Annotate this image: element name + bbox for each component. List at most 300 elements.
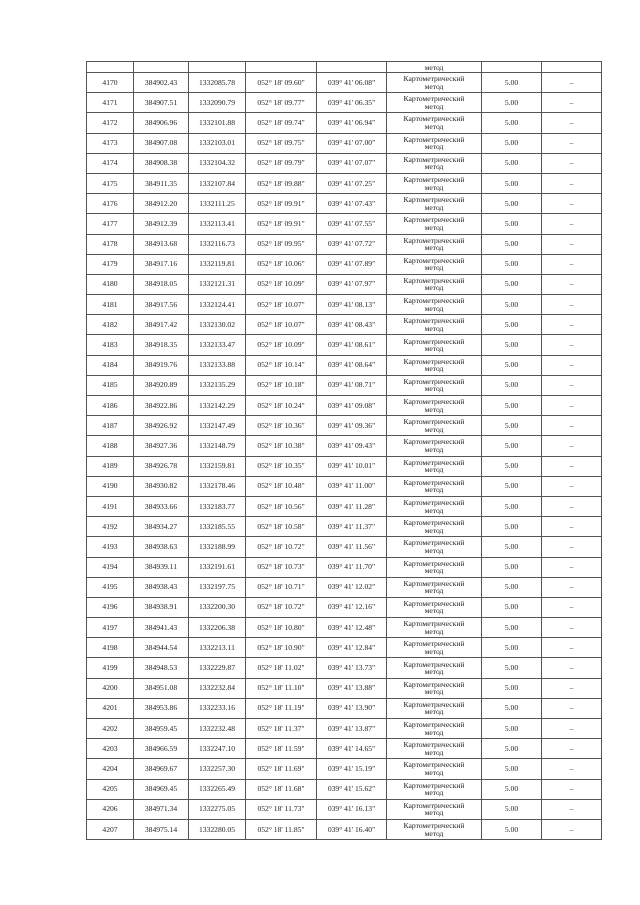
cell-longitude: 039° 41' 07.97" — [317, 274, 387, 294]
cell-accuracy: 5.00 — [482, 133, 542, 153]
method-line-2: метод — [424, 323, 444, 333]
method-line-2: метод — [424, 384, 444, 394]
cell-accuracy: 5.00 — [482, 618, 542, 638]
method-line-1: Картометрический — [403, 699, 465, 709]
cell-longitude: 039° 41' 08.13" — [317, 295, 387, 315]
coordinates-table — [86, 61, 602, 840]
cell-longitude: 039° 41' 08.43" — [317, 315, 387, 335]
cell-method — [387, 517, 482, 537]
cell-extra: – — [542, 194, 602, 214]
table-row — [87, 537, 602, 557]
cell-longitude: 039° 41' 08.61" — [317, 335, 387, 355]
cell-y-coordinate: 1332101.88 — [189, 113, 246, 133]
cell-point-number: 4193 — [87, 537, 134, 557]
cell-y-coordinate: 1332090.79 — [189, 93, 246, 113]
method-line-1: Картометрический — [403, 316, 465, 326]
cell-x-coordinate: 384948.53 — [134, 658, 189, 678]
method-line-2: метод — [424, 586, 444, 596]
cell-x-coordinate: 384917.56 — [134, 295, 189, 315]
cell-y-coordinate: 1332107.84 — [189, 173, 246, 193]
cell-x-coordinate: 384919.76 — [134, 355, 189, 375]
cell-x-coordinate: 384934.27 — [134, 517, 189, 537]
table-row — [87, 577, 602, 597]
cell-accuracy: 5.00 — [482, 375, 542, 395]
cell-latitude: 052° 18' 09.79" — [246, 153, 317, 173]
cell-latitude: 052° 18' 09.91" — [246, 194, 317, 214]
cell-extra: – — [542, 496, 602, 516]
cell-point-number: 4200 — [87, 678, 134, 698]
table-row — [87, 658, 602, 678]
method-line-1: Картометрический — [403, 175, 465, 185]
cell-latitude: 052° 18' 10.06" — [246, 254, 317, 274]
cell-accuracy: 5.00 — [482, 698, 542, 718]
cell-extra: – — [542, 113, 602, 133]
cell-point-number: 4188 — [87, 436, 134, 456]
table-row — [87, 194, 602, 214]
cell-method — [387, 678, 482, 698]
cell-longitude: 039° 41' 07.89" — [317, 254, 387, 274]
cell-latitude: 052° 18' 11.10" — [246, 678, 317, 698]
cell-latitude: 052° 18' 10.90" — [246, 638, 317, 658]
cell-latitude: 052° 18' 09.74" — [246, 113, 317, 133]
method-line-1: Картометрический — [403, 740, 465, 750]
cell-accuracy: 5.00 — [482, 597, 542, 617]
cell-extra: – — [542, 295, 602, 315]
method-line-2: метод — [424, 283, 444, 293]
cell-accuracy: 5.00 — [482, 274, 542, 294]
cell-point-number: 4187 — [87, 416, 134, 436]
cell-method — [387, 819, 482, 839]
cell-extra: – — [542, 779, 602, 799]
cell-x-coordinate: 384951.08 — [134, 678, 189, 698]
cell-y-coordinate: 1332232.84 — [189, 678, 246, 698]
cell-x-coordinate: 384908.38 — [134, 153, 189, 173]
cell-point-number: 4175 — [87, 173, 134, 193]
cell-point-number: 4205 — [87, 779, 134, 799]
cell-longitude: 039° 41' 08.64" — [317, 355, 387, 375]
cell-accuracy: 5.00 — [482, 577, 542, 597]
cell-y-coordinate: 1332197.75 — [189, 577, 246, 597]
cell-accuracy: 5.00 — [482, 173, 542, 193]
cell-extra: – — [542, 476, 602, 496]
cell-longitude: 039° 41' 06.35" — [317, 93, 387, 113]
table-row — [87, 698, 602, 718]
cell-longitude: 039° 41' 06.94" — [317, 113, 387, 133]
method-line-1: Картометрический — [403, 619, 465, 629]
cell-longitude: 039° 41' 06.08" — [317, 73, 387, 93]
table-row — [87, 779, 602, 799]
method-line-1: Картометрический — [403, 639, 465, 649]
table-row — [87, 436, 602, 456]
cell-accuracy: 5.00 — [482, 295, 542, 315]
cell-method — [387, 739, 482, 759]
table-row — [87, 638, 602, 658]
cell-longitude: 039° 41' 10.01" — [317, 456, 387, 476]
cell-longitude: 039° 41' 13.90" — [317, 698, 387, 718]
cell-longitude: 039° 41' 12.84" — [317, 638, 387, 658]
method-line-1: Картометрический — [403, 195, 465, 205]
cell-latitude: 052° 18' 09.75" — [246, 133, 317, 153]
cell-y-coordinate: 1332229.87 — [189, 658, 246, 678]
cell-accuracy: 5.00 — [482, 557, 542, 577]
cell-point-number: 4185 — [87, 375, 134, 395]
method-line-1: Картометрический — [403, 457, 465, 467]
cell-latitude: 052° 18' 11.59" — [246, 739, 317, 759]
cell-accuracy: 5.00 — [482, 335, 542, 355]
cell-method — [387, 254, 482, 274]
method-line-1: Картометрический — [403, 74, 465, 84]
table-row — [87, 93, 602, 113]
cell-method — [387, 315, 482, 335]
cell-method — [387, 799, 482, 819]
method-line-2: метод — [424, 182, 444, 192]
method-line-1: Картометрический — [403, 356, 465, 366]
cell-longitude: 039° 41' 13.87" — [317, 719, 387, 739]
cell-method — [387, 234, 482, 254]
cell-x-coordinate: 384933.66 — [134, 496, 189, 516]
cell-latitude: 052° 18' 10.38" — [246, 436, 317, 456]
cell-x-coordinate: 384920.89 — [134, 375, 189, 395]
cell-extra: – — [542, 436, 602, 456]
cell-accuracy: 5.00 — [482, 355, 542, 375]
cell-x-coordinate: 384927.36 — [134, 436, 189, 456]
method-line-2: метод — [424, 364, 444, 374]
cell-y-coordinate: 1332121.31 — [189, 274, 246, 294]
cell-method — [387, 375, 482, 395]
cell-y-coordinate: 1332178.46 — [189, 476, 246, 496]
cell-extra: – — [542, 335, 602, 355]
cont-cell-accuracy — [482, 62, 542, 73]
cell-point-number: 4203 — [87, 739, 134, 759]
cell-point-number: 4177 — [87, 214, 134, 234]
cell-latitude: 052° 18' 10.80" — [246, 618, 317, 638]
cell-method — [387, 436, 482, 456]
cell-accuracy: 5.00 — [482, 719, 542, 739]
table-row — [87, 375, 602, 395]
cell-x-coordinate: 384944.54 — [134, 638, 189, 658]
cell-accuracy: 5.00 — [482, 315, 542, 335]
cell-extra: – — [542, 355, 602, 375]
cell-y-coordinate: 1332142.29 — [189, 396, 246, 416]
cell-method — [387, 698, 482, 718]
cell-longitude: 039° 41' 12.48" — [317, 618, 387, 638]
table-row — [87, 315, 602, 335]
cell-method — [387, 416, 482, 436]
cell-y-coordinate: 1332119.81 — [189, 254, 246, 274]
cell-point-number: 4174 — [87, 153, 134, 173]
cell-accuracy: 5.00 — [482, 678, 542, 698]
cell-extra: – — [542, 214, 602, 234]
method-line-2: метод — [424, 747, 444, 757]
cell-latitude: 052° 18' 09.88" — [246, 173, 317, 193]
cell-x-coordinate: 384938.43 — [134, 577, 189, 597]
cell-longitude: 039° 41' 13.73" — [317, 658, 387, 678]
cell-y-coordinate: 1332206.38 — [189, 618, 246, 638]
cell-point-number: 4179 — [87, 254, 134, 274]
cell-latitude: 052° 18' 10.72" — [246, 537, 317, 557]
method-line-1: Картометрический — [403, 134, 465, 144]
cell-y-coordinate: 1332133.88 — [189, 355, 246, 375]
cell-extra: – — [542, 618, 602, 638]
cell-accuracy: 5.00 — [482, 436, 542, 456]
cell-point-number: 4178 — [87, 234, 134, 254]
cell-method — [387, 456, 482, 476]
cell-extra: – — [542, 557, 602, 577]
method-line-1: Картометрический — [403, 437, 465, 447]
table-row — [87, 759, 602, 779]
table-row — [87, 819, 602, 839]
cell-latitude: 052° 18' 11.37" — [246, 719, 317, 739]
cont-cell-method: метод — [387, 62, 482, 73]
cell-method — [387, 295, 482, 315]
cell-longitude: 039° 41' 07.25" — [317, 173, 387, 193]
cell-longitude: 039° 41' 16.40" — [317, 819, 387, 839]
cell-latitude: 052° 18' 10.09" — [246, 335, 317, 355]
cell-latitude: 052° 18' 11.19" — [246, 698, 317, 718]
cell-latitude: 052° 18' 09.77" — [246, 93, 317, 113]
continuation-row — [87, 62, 602, 73]
method-line-2: метод — [424, 121, 444, 131]
cell-y-coordinate: 1332213.11 — [189, 638, 246, 658]
method-line-1: Картометрический — [403, 154, 465, 164]
cell-point-number: 4184 — [87, 355, 134, 375]
cont-cell-lat — [246, 62, 317, 73]
cell-point-number: 4195 — [87, 577, 134, 597]
cell-extra: – — [542, 719, 602, 739]
cont-cell-number — [87, 62, 134, 73]
cell-y-coordinate: 1332247.10 — [189, 739, 246, 759]
cell-accuracy: 5.00 — [482, 537, 542, 557]
cell-point-number: 4189 — [87, 456, 134, 476]
cell-extra: – — [542, 375, 602, 395]
cell-point-number: 4170 — [87, 73, 134, 93]
cell-longitude: 039° 41' 11.00" — [317, 476, 387, 496]
cell-y-coordinate: 1332159.81 — [189, 456, 246, 476]
cell-point-number: 4207 — [87, 819, 134, 839]
cell-x-coordinate: 384938.91 — [134, 597, 189, 617]
cell-point-number: 4172 — [87, 113, 134, 133]
cell-method — [387, 274, 482, 294]
cell-method — [387, 133, 482, 153]
cell-extra: – — [542, 456, 602, 476]
cell-x-coordinate: 384969.67 — [134, 759, 189, 779]
cell-extra: – — [542, 759, 602, 779]
cell-method — [387, 658, 482, 678]
cell-point-number: 4183 — [87, 335, 134, 355]
table-row — [87, 496, 602, 516]
method-line-1: Картометрический — [403, 417, 465, 427]
cell-x-coordinate: 384902.43 — [134, 73, 189, 93]
method-line-2: метод — [424, 767, 444, 777]
cell-method — [387, 618, 482, 638]
cell-extra: – — [542, 133, 602, 153]
cell-latitude: 052° 18' 10.56" — [246, 496, 317, 516]
method-line-1: Картометрический — [403, 477, 465, 487]
cell-y-coordinate: 1332265.49 — [189, 779, 246, 799]
cell-y-coordinate: 1332183.77 — [189, 496, 246, 516]
table-row — [87, 799, 602, 819]
cell-method — [387, 73, 482, 93]
cell-latitude: 052° 18' 10.73" — [246, 557, 317, 577]
cell-extra: – — [542, 597, 602, 617]
cell-point-number: 4192 — [87, 517, 134, 537]
table-row — [87, 739, 602, 759]
table-row — [87, 355, 602, 375]
cell-extra: – — [542, 315, 602, 335]
cell-longitude: 039° 41' 07.55" — [317, 214, 387, 234]
method-line-2: метод — [424, 545, 444, 555]
cell-extra: – — [542, 274, 602, 294]
cell-y-coordinate: 1332275.05 — [189, 799, 246, 819]
cell-latitude: 052° 18' 11.02" — [246, 658, 317, 678]
cell-latitude: 052° 18' 09.95" — [246, 234, 317, 254]
cell-accuracy: 5.00 — [482, 93, 542, 113]
method-line-2: метод — [424, 162, 444, 172]
cell-accuracy: 5.00 — [482, 779, 542, 799]
cell-accuracy: 5.00 — [482, 819, 542, 839]
table-row — [87, 678, 602, 698]
cell-x-coordinate: 384926.78 — [134, 456, 189, 476]
table-row — [87, 557, 602, 577]
cell-longitude: 039° 41' 14.65" — [317, 739, 387, 759]
cell-latitude: 052° 18' 11.73" — [246, 799, 317, 819]
table-row — [87, 214, 602, 234]
cell-method — [387, 597, 482, 617]
method-line-2: метод — [424, 142, 444, 152]
cell-longitude: 039° 41' 09.43" — [317, 436, 387, 456]
method-line-1: Картометрический — [403, 518, 465, 528]
cont-cell-y — [189, 62, 246, 73]
cell-x-coordinate: 384912.39 — [134, 214, 189, 234]
cont-cell-extra — [542, 62, 602, 73]
cell-accuracy: 5.00 — [482, 456, 542, 476]
cont-cell-x — [134, 62, 189, 73]
method-line-1: Картометрический — [403, 397, 465, 407]
cell-method — [387, 194, 482, 214]
cell-x-coordinate: 384917.42 — [134, 315, 189, 335]
method-line-1: Картометрический — [403, 780, 465, 790]
cell-y-coordinate: 1332111.25 — [189, 194, 246, 214]
cell-point-number: 4176 — [87, 194, 134, 214]
cell-latitude: 052° 18' 10.24" — [246, 396, 317, 416]
cell-y-coordinate: 1332103.01 — [189, 133, 246, 153]
cell-latitude: 052° 18' 10.58" — [246, 517, 317, 537]
method-line-2: метод — [424, 788, 444, 798]
cell-y-coordinate: 1332148.79 — [189, 436, 246, 456]
method-line-1: Картометрический — [403, 578, 465, 588]
cell-point-number: 4171 — [87, 93, 134, 113]
cell-accuracy: 5.00 — [482, 759, 542, 779]
cell-longitude: 039° 41' 07.43" — [317, 194, 387, 214]
cell-accuracy: 5.00 — [482, 254, 542, 274]
cell-y-coordinate: 1332104.32 — [189, 153, 246, 173]
cell-method — [387, 396, 482, 416]
method-line-2: метод — [424, 687, 444, 697]
table-row — [87, 113, 602, 133]
cell-extra: – — [542, 739, 602, 759]
method-line-2: метод — [424, 81, 444, 91]
method-line-2: метод — [424, 424, 444, 434]
cell-latitude: 052° 18' 11.68" — [246, 779, 317, 799]
cell-extra: – — [542, 234, 602, 254]
cell-method — [387, 638, 482, 658]
cell-accuracy: 5.00 — [482, 658, 542, 678]
cell-longitude: 039° 41' 15.62" — [317, 779, 387, 799]
cell-point-number: 4196 — [87, 597, 134, 617]
cell-method — [387, 557, 482, 577]
cell-latitude: 052° 18' 09.91" — [246, 214, 317, 234]
cell-y-coordinate: 1332133.47 — [189, 335, 246, 355]
table-body — [87, 62, 602, 840]
cell-point-number: 4182 — [87, 315, 134, 335]
cell-y-coordinate: 1332147.49 — [189, 416, 246, 436]
method-line-2: метод — [424, 606, 444, 616]
method-line-1: Картометрический — [403, 215, 465, 225]
cell-x-coordinate: 384941.43 — [134, 618, 189, 638]
cell-extra: – — [542, 153, 602, 173]
cell-x-coordinate: 384907.51 — [134, 93, 189, 113]
cell-latitude: 052° 18' 10.09" — [246, 274, 317, 294]
table-row — [87, 254, 602, 274]
cell-point-number: 4190 — [87, 476, 134, 496]
cell-point-number: 4204 — [87, 759, 134, 779]
cell-latitude: 052° 18' 10.07" — [246, 295, 317, 315]
cell-method — [387, 93, 482, 113]
cell-x-coordinate: 384912.20 — [134, 194, 189, 214]
method-line-1: Картометрический — [403, 821, 465, 831]
cell-point-number: 4199 — [87, 658, 134, 678]
method-line-2: метод — [424, 505, 444, 515]
method-line-2: метод — [424, 303, 444, 313]
method-line-2: метод — [424, 525, 444, 535]
cell-latitude: 052° 18' 11.69" — [246, 759, 317, 779]
cell-y-coordinate: 1332113.41 — [189, 214, 246, 234]
cell-x-coordinate: 384922.86 — [134, 396, 189, 416]
method-line-1: Картометрический — [403, 94, 465, 104]
cell-y-coordinate: 1332233.16 — [189, 698, 246, 718]
cell-y-coordinate: 1332135.29 — [189, 375, 246, 395]
cell-longitude: 039° 41' 08.71" — [317, 375, 387, 395]
cell-accuracy: 5.00 — [482, 739, 542, 759]
cell-extra: – — [542, 73, 602, 93]
cell-method — [387, 113, 482, 133]
cell-latitude: 052° 18' 10.71" — [246, 577, 317, 597]
cell-x-coordinate: 384939.11 — [134, 557, 189, 577]
cell-x-coordinate: 384938.63 — [134, 537, 189, 557]
method-line-1: Картометрический — [403, 679, 465, 689]
table-row — [87, 234, 602, 254]
method-line-1: Картометрический — [403, 538, 465, 548]
method-line-1: Картометрический — [403, 336, 465, 346]
cell-longitude: 039° 41' 11.37" — [317, 517, 387, 537]
cell-x-coordinate: 384918.05 — [134, 274, 189, 294]
method-line-2: метод — [424, 727, 444, 737]
cell-method — [387, 355, 482, 375]
cell-method — [387, 173, 482, 193]
table-row — [87, 416, 602, 436]
cell-longitude: 039° 41' 09.36" — [317, 416, 387, 436]
table-row — [87, 597, 602, 617]
table-row — [87, 274, 602, 294]
cell-x-coordinate: 384913.68 — [134, 234, 189, 254]
cell-point-number: 4181 — [87, 295, 134, 315]
cell-accuracy: 5.00 — [482, 214, 542, 234]
method-line-1: Картометрический — [403, 275, 465, 285]
cell-latitude: 052° 18' 11.85" — [246, 819, 317, 839]
cell-point-number: 4202 — [87, 719, 134, 739]
cell-longitude: 039° 41' 11.56" — [317, 537, 387, 557]
cell-accuracy: 5.00 — [482, 153, 542, 173]
